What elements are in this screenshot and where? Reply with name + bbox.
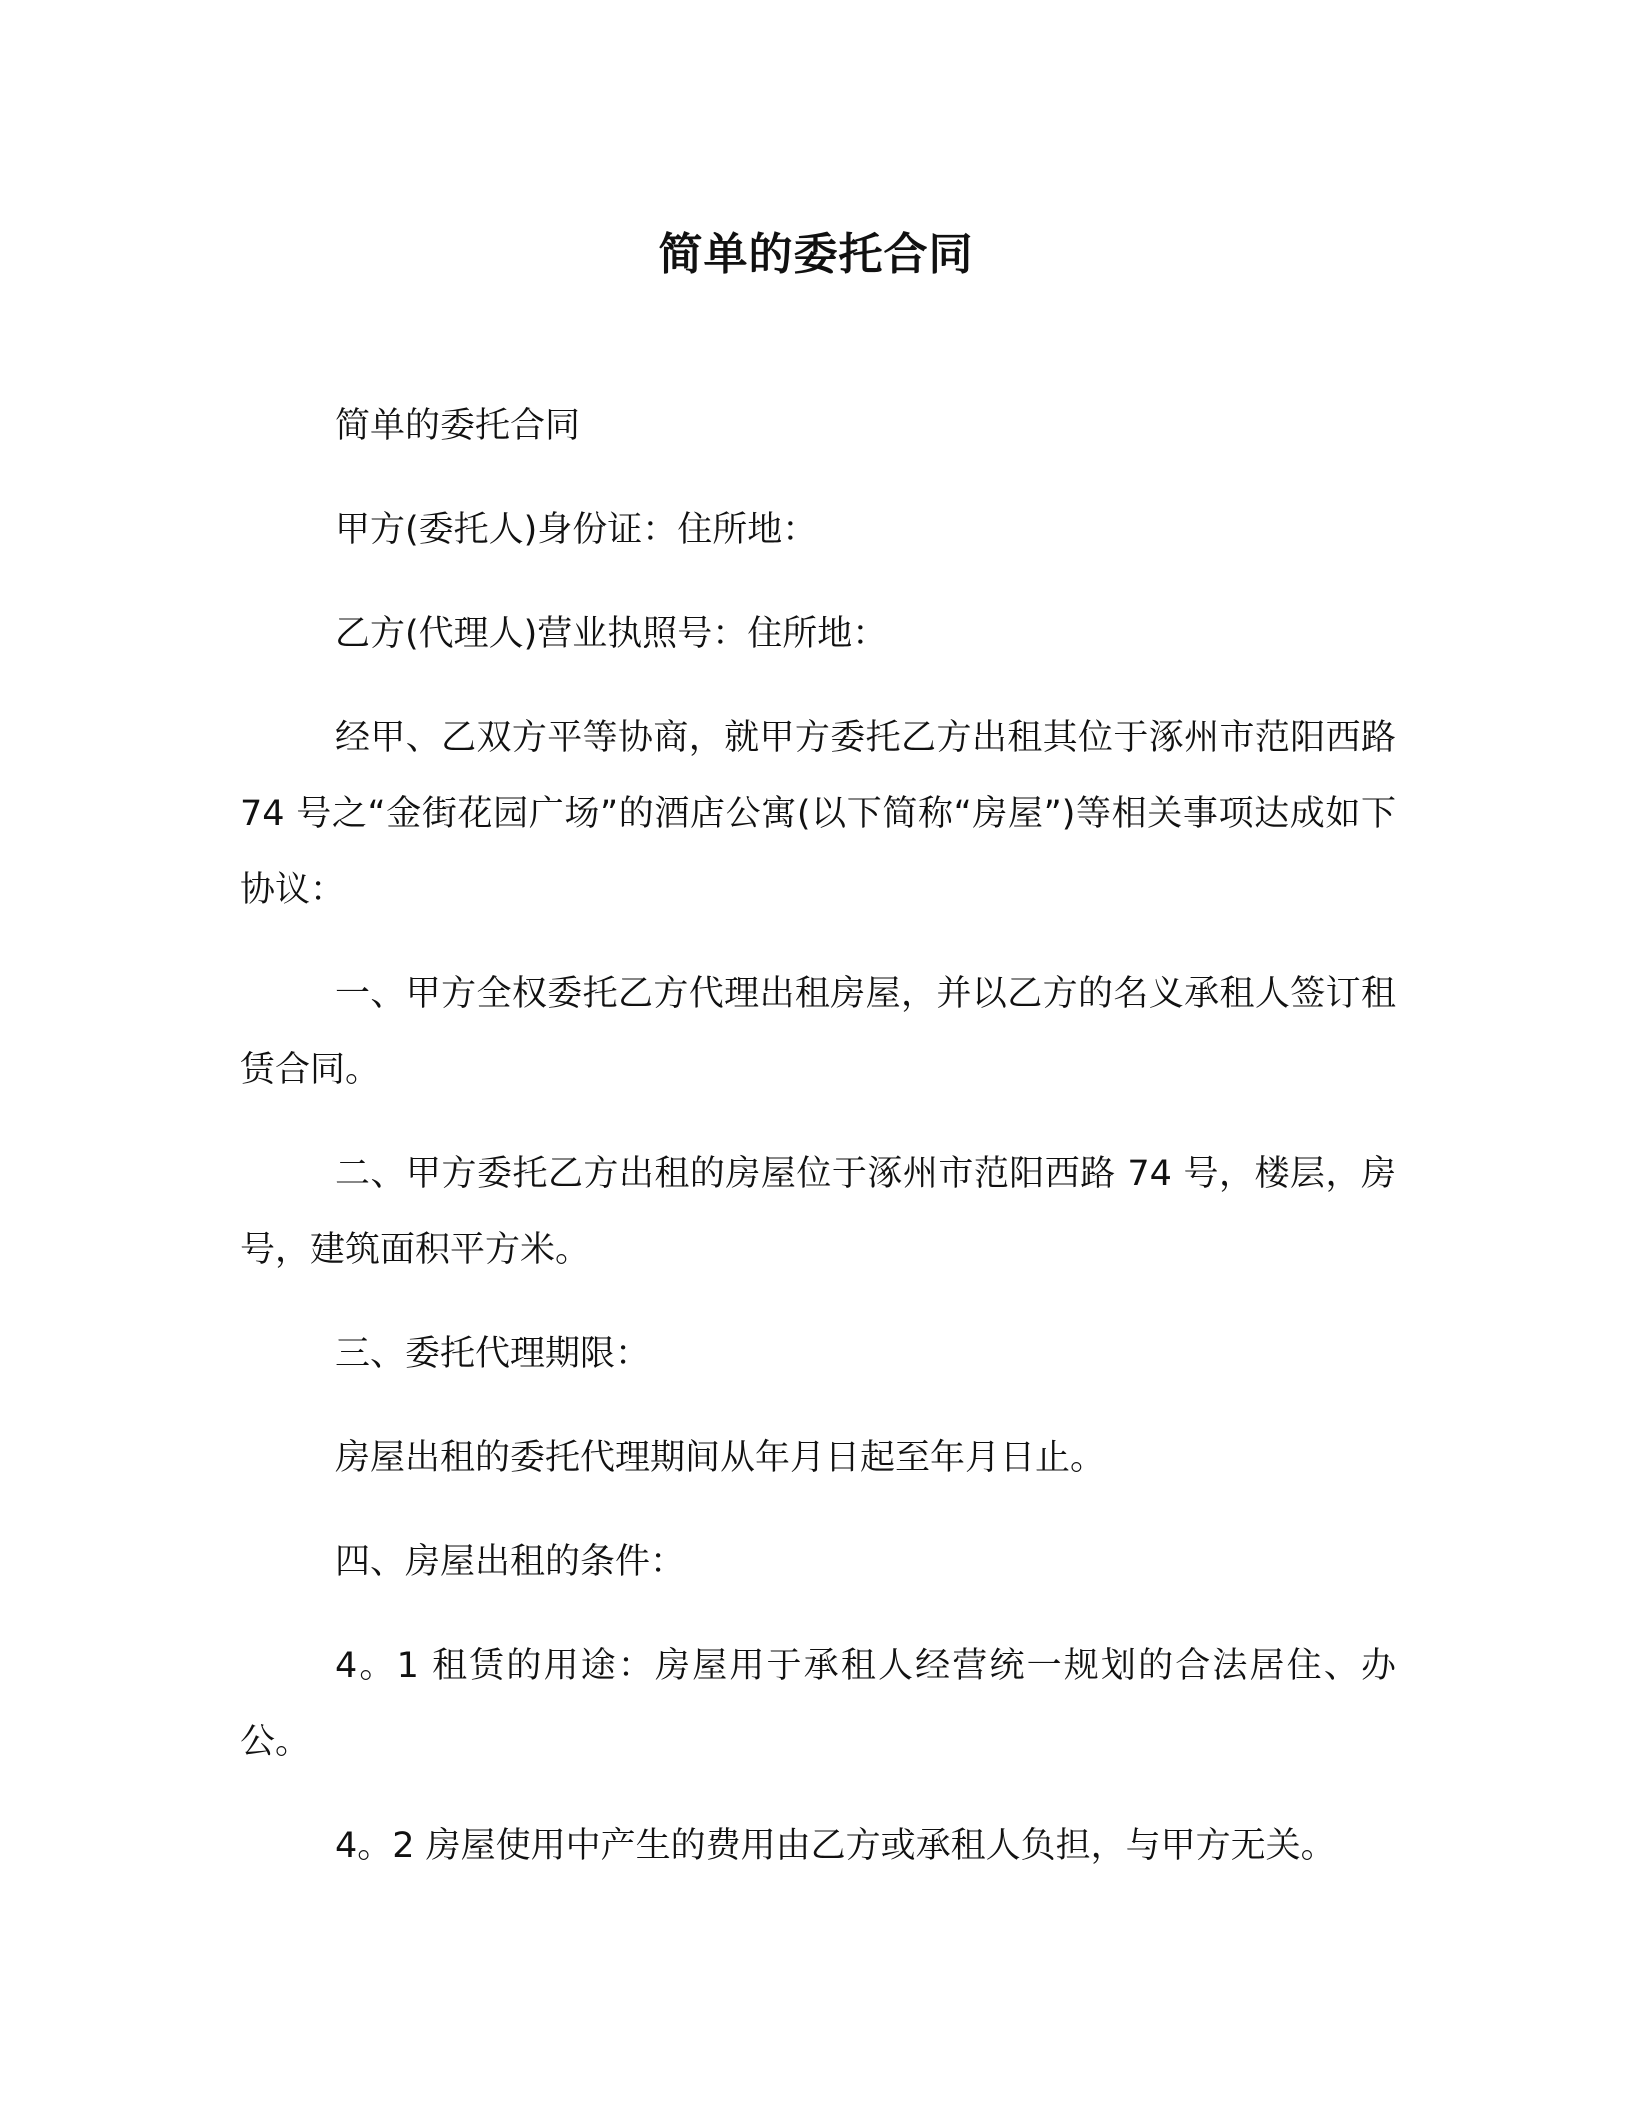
paragraph-clause-4-2: 4。2 房屋使用中产生的费用由乙方或承租人负担，与甲方无关。 (335, 1826, 1336, 1866)
paragraph-clause-4-1: 4。1 租赁的用途：房屋用于承租人经营统一规划的合法居住、办公。 (240, 1646, 1396, 1762)
paragraph-heading: 简单的委托合同 (335, 406, 581, 446)
paragraph-clause-1: 一、甲方全权委托乙方代理出租房屋，并以乙方的名义承租人签订租赁合同。 (240, 974, 1396, 1090)
paragraph-preamble: 经甲、乙双方平等协商，就甲方委托乙方出租其位于涿州市范阳西路 74 号之“金街花园广场”的酒店公寓(以下简称“房屋”)等相关事项达成如下协议： (240, 718, 1396, 910)
paragraph-party-a: 甲方(委托人)身份证：住所地： (335, 510, 818, 550)
paragraph-party-b: 乙方(代理人)营业执照号：住所地： (335, 614, 888, 654)
paragraph-clause-4: 四、房屋出租的条件： (335, 1542, 686, 1582)
paragraph-clause-3-detail: 房屋出租的委托代理期间从年月日起至年月日止。 (335, 1438, 1106, 1478)
document-title: 简单的委托合同 (658, 229, 974, 280)
paragraph-clause-3: 三、委托代理期限： (335, 1334, 651, 1374)
paragraph-clause-2: 二、甲方委托乙方出租的房屋位于涿州市范阳西路 74 号，楼层，房号，建筑面积平方米。 (240, 1154, 1396, 1270)
document-body (240, 388, 1396, 1912)
